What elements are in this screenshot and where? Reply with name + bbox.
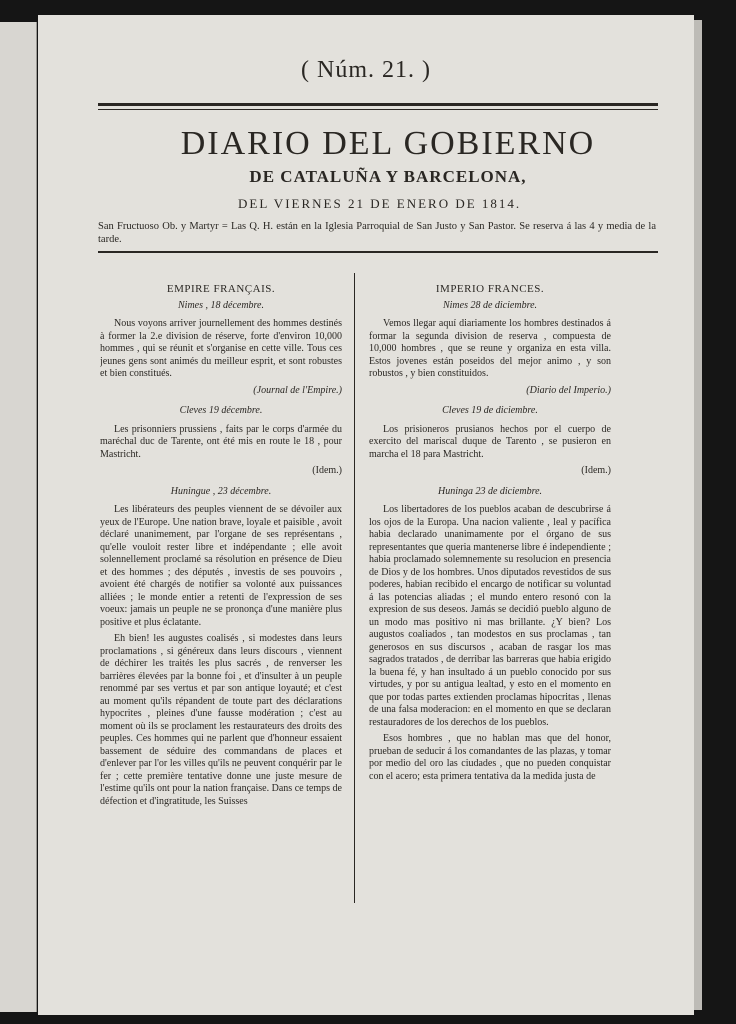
article-nimes-es: Vemos llegar aquí diariamente los hombres destinados á formar la segunda division de reserva , compuesta de 10,000 hombres , que se reune y organiza en esta villa. Estos jovenes están poseidos del mejor animo , y son robustos , y bien constituidos.	[369, 318, 611, 379]
article-cleves-es: Los prisioneros prusianos hechos por el cuerpo de exercito del mariscal duque de Tarento , se pusieron en marcha el 18 para Mastricht.	[369, 423, 611, 460]
spanish-column	[369, 283, 611, 919]
article-huninga-es-cont: Esos hombres , que no hablan mas que del honor, prueban de seducir á los comandantes de las plazas, y tomar por medio del oro las ciudades , que no pueden conquistar con el acero; esta primera tentativa da la medida justa de	[369, 733, 611, 782]
source-idem-es: (Idem.)	[581, 465, 611, 476]
newspaper-page	[38, 15, 694, 1015]
header-bottom-rule	[98, 251, 658, 253]
saints-of-day: San Fructuoso Ob. y Martyr = Las Q. H. están en la Iglesia Parroquial de San Justo y San Pastor. Se reserva á las 4 y media de la tarde.	[98, 221, 656, 245]
article-huningue-fr: Les libérateurs des peuples viennent de se dévoiler aux yeux de l'Europe. Une nation brave, loyale et paisible , avoit déclaré unanimement, par l'organe de ses représentans , qu'elle vouloit rester libre et indépendante ; elle avoit solennellement proclamé sa résolution en présence de Dieu et des hommes ; des députés , investis de ses pouvoirs , avoient été chargés de notifier sa volonté aux puissances alliées ; le monde entier a retenti de l'expression de ses voeux: jamais un peuple ne se prononça d'une manière plus positive et plus éclatante.	[100, 504, 342, 628]
source-diario-es: (Diario del Imperio.)	[526, 384, 611, 396]
source-journal-fr: (Journal de l'Empire.)	[253, 384, 342, 396]
top-rule-thin	[98, 109, 658, 110]
dateline-huninga-es: Huninga 23 de diciembre.	[437, 485, 543, 497]
source-idem-fr: (Idem.)	[312, 465, 342, 476]
section-heading-french: EMPIRE FRANÇAIS.	[166, 283, 276, 295]
dateline-nimes-es: Nimes 28 de diciembre.	[442, 299, 538, 311]
masthead-title: DIARIO DEL GOBIERNO	[180, 125, 596, 162]
masthead-subtitle: DE CATALUÑA Y BARCELONA,	[249, 167, 527, 186]
page-edge-shadow	[694, 20, 702, 1010]
facing-page-edge	[0, 22, 37, 1012]
article-huningue-fr-cont: Eh bien! les augustes coalisés , si modestes dans leurs proclamations , si généreux dans leurs discours , viennent de déchirer les traités les plus sacrés , de renverser les barrières élevées par la bonne foi , et d'insulter à un peuple renommé par ses vertus et par son antique loyauté; et c'est au moment qu'ils répandent de toute part des déclarations hypocrites , pleines d'une fausse modération ; c'est au moment où ils se proclament les restaurateurs des droits des peuples. Ces hommes qui ne parlent que d'honneur essaient bassement de séduire des commandans de places et d'enlever par l'or les villes qu'ils ne peuvent conquérir par le fer ; cette première tentative donne une juste mesure de l'estime qu'ils ont pour la nation française. Dans ce temps de défection et d'ingratitude, les Suisses	[100, 633, 342, 807]
article-nimes-fr: Nous voyons arriver journellement des hommes destinés à former la 2.e division de réserve, forte d'environ 10,000 hommes , qui se réunit et s'organise en cette ville. Tous ces jeunes gens sont animés du meilleur esprit, et sont robustes et bien constitués.	[100, 318, 342, 379]
issue-date: DEL VIERNES 21 DE ENERO DE 1814.	[238, 196, 522, 211]
french-column	[100, 283, 342, 919]
article-huninga-es: Los libertadores de los pueblos acaban de descubrirse á los ojos de la Europa. Una nacion valiente , leal y pacífica habia declarado unanimamente por el órgano de sus representantes que queria mantenerse libre é independiente ; habia proclamado solemnemente su resolucion en presencia de Dios y de los hombres. Unos diputados revestidos de sus poderes, habian recibido el encargo de notificar su voluntad á las potencias aliadas ; el mundo entero resonó con la expresion de sus deseos. Jamás se decidió pueblo alguno de un modo mas positivo ni mas brillante. ¿Y bien? Los augustos coaliados , tan modestos en sus proclamas , tan generosos en sus discursos , acaban de rasgar los mas sagrados tratados , de derribar las barreras que habia erigido la buena fé, y han insultado á un pueblo conocido por sus virtudes, y por su antigua lealtad, y esto en el momento en que por todas partes extienden proclamas hipocritas , llenas de una falsa moderacion: en el momento en que se declaran restauradores de los derechos de los pueblos.	[369, 504, 611, 728]
dateline-cleves-fr: Cleves 19 décembre.	[179, 405, 263, 416]
section-heading-spanish: IMPERIO FRANCES.	[435, 283, 545, 295]
dateline-cleves-es: Cleves 19 de diciembre.	[442, 405, 538, 416]
dateline-huningue-fr: Huningue , 23 décembre.	[170, 485, 272, 497]
dateline-nimes-fr: Nimes , 18 décembre.	[178, 299, 264, 311]
top-rule-thick	[98, 103, 658, 106]
article-cleves-fr: Les prisonniers prussiens , faits par le corps d'armée du maréchal duc de Tarente, ont été mis en route le 18 , pour Mastricht.	[100, 423, 342, 460]
column-divider	[354, 273, 355, 903]
issue-number: ( Núm. 21. )	[301, 57, 431, 83]
